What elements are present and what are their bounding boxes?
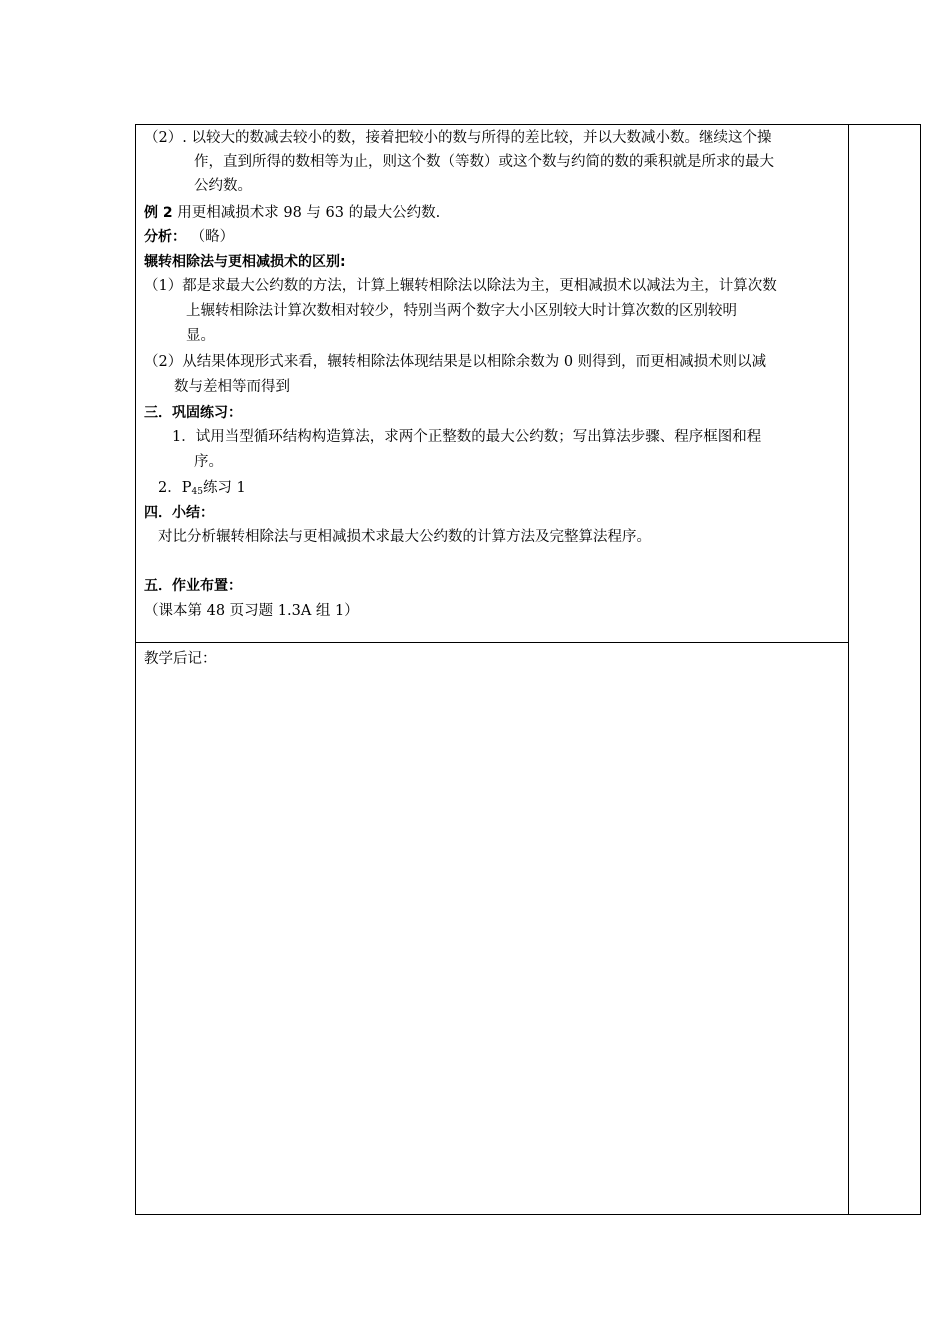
practice-heading: 三．巩固练习： <box>144 405 242 421</box>
example2-text: 用更相减损术求 98 与 63 的最大公约数. <box>172 205 441 221</box>
difference-p2-line-1: （2）从结果体现形式来看，辗转相除法体现结果是以相除余数为 0 则得到，而更相减损术则以减 <box>144 354 767 370</box>
difference-p1-line-1: （1）都是求最大公约数的方法，计算上辗转相除法以除法为主，更相减损术以减法为主，计算次数 <box>144 278 777 294</box>
lesson-content-cell <box>136 125 848 642</box>
analysis-label: 分析： <box>144 229 186 245</box>
example2-line <box>144 203 440 223</box>
practice-item-1-line-2: 序。 <box>194 454 223 470</box>
difference-heading: 辗转相除法与更相减损术的区别: <box>144 254 346 270</box>
summary-text: 对比分析辗转相除法与更相减损术求最大公约数的计算方法及完整算法程序。 <box>158 529 651 545</box>
difference-p1-line-2: 上辗转相除法计算次数相对较少，特别当两个数字大小区别较大时计算次数的区别较明 <box>186 303 737 319</box>
teaching-notes-label: 教学后记： <box>144 651 217 667</box>
summary-heading: 四．小结： <box>144 505 214 521</box>
difference-p2-line-2: 数与差相等而得到 <box>174 379 290 395</box>
practice-item-1-line-1: 1．试用当型循环结构构造算法，求两个正整数的最大公约数；写出算法步骤、程序框图和程 <box>172 429 762 445</box>
analysis-text: （略） <box>186 229 235 245</box>
practice-item-2-suffix: 练习 1 <box>202 480 246 496</box>
homework-heading: 五．作业布置： <box>144 578 242 594</box>
method2-line-3: 公约数。 <box>194 178 252 194</box>
column-divider <box>848 125 849 1214</box>
method2-line-1: （2）. 以较大的数减去较小的数，接着把较小的数与所得的差比较，并以大数减小数。继续这个操 <box>144 130 772 146</box>
row-divider <box>136 642 848 643</box>
homework-text: （课本第 48 页习题 1.3A 组 1） <box>144 603 359 619</box>
analysis-line <box>144 227 234 247</box>
method2-line-2: 作，直到所得的数相等为止，则这个数（等数）或这个数与约简的数的乘积就是所求的最大 <box>194 154 774 170</box>
example2-label: 例 2 <box>144 205 173 221</box>
practice-item-2-page: 45 <box>191 487 203 497</box>
practice-item-2 <box>158 478 246 498</box>
practice-item-2-prefix: 2．P <box>158 480 192 496</box>
difference-p1-line-3: 显。 <box>186 328 215 344</box>
lesson-table <box>135 124 921 1215</box>
